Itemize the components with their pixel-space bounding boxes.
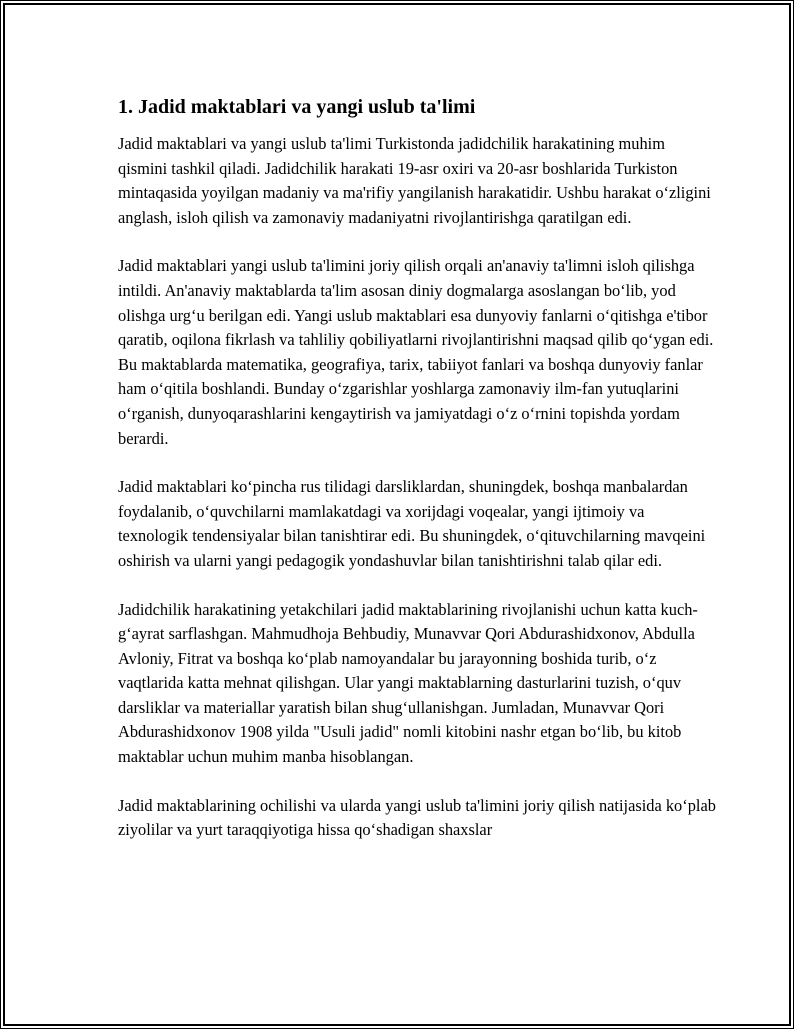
paragraph-1: Jadid maktablari va yangi uslub ta'limi Turkistonda jadidchilik harakatining muhim qismini tashkil qiladi. Jadidchilik harakati 19-asr oxiri va 20-asr boshlarida Turkiston mintaqasida yoyilgan madaniy va ma'rifiy yangilanish harakatidir. Ushbu harakat o‘zligini anglash, isloh qilish va zamonaviy madaniyatni rivojlantirishga qaratilgan edi. — [118, 134, 711, 227]
section-heading: 1. Jadid maktablari va yangi uslub ta'limi — [118, 96, 476, 118]
document-body — [118, 92, 718, 867]
paragraph-3: Jadid maktablari ko‘pincha rus tilidagi darsliklardan, shuningdek, boshqa manbalardan foydalanib, o‘quvchilarni mamlakatdagi va xorijdagi voqealar, yangi ijtimoiy va texnologik tendensiyalar bilan tanishtirar edi. Bu shuningdek, o‘qituvchilarning mavqeini oshirish va ularni yangi pedagogik yondashuvlar bilan tanishtirishni talab qilar edi. — [118, 477, 706, 570]
paragraph-2: Jadid maktablari yangi uslub ta'limini joriy qilish orqali an'anaviy ta'limni isloh qilishga intildi. An'anaviy maktablarda ta'lim asosan diniy dogmalarga asoslangan bo‘lib, yod olishga urg‘u berilgan edi. Yangi uslub maktablari esa dunyoviy fanlarni o‘qitishga e'tibor qaratib, oqilona fikrlash va tahliliy qobiliyatlarni rivojlantirishni maqsad qilib qo‘ygan edi. Bu maktablarda matematika, geografiya, tarix, tabiiyot fanlari va boshqa dunyoviy fanlar ham o‘qitila boshlandi. Bunday o‘zgarishlar yoshlarga zamonaviy ilm-fan yutuqlarini o‘rganish, dunyoqarashlarini kengaytirish va jamiyatdagi o‘z o‘rnini topishda yordam berardi. — [118, 256, 714, 448]
paragraph-4: Jadidchilik harakatining yetakchilari jadid maktablarining rivojlanishi uchun katta kuch-g‘ayrat sarflashgan. Mahmudhoja Behbudiy, Munavvar Qori Abdurashidxonov, Abdulla Avloniy, Fitrat va boshqa ko‘plab namoyandalar bu jarayonning boshida turib, o‘z vaqtlarida katta mehnat qilishgan. Ular yangi maktablarning dasturlarini tuzish, o‘quv darsliklar va materiallar yaratish bilan shug‘ullanishgan. Jumladan, Munavvar Qori Abdurashidxonov 1908 yilda "Usuli jadid" nomli kitobini nashr etgan bo‘lib, bu kitob maktablar uchun muhim manba hisoblangan. — [118, 599, 698, 767]
paragraph-5: Jadid maktablarining ochilishi va ularda yangi uslub ta'limini joriy qilish natijasida ko‘plab ziyolilar va yurt taraqqiyotiga hissa qo‘shadigan shaxslar — [118, 795, 716, 840]
